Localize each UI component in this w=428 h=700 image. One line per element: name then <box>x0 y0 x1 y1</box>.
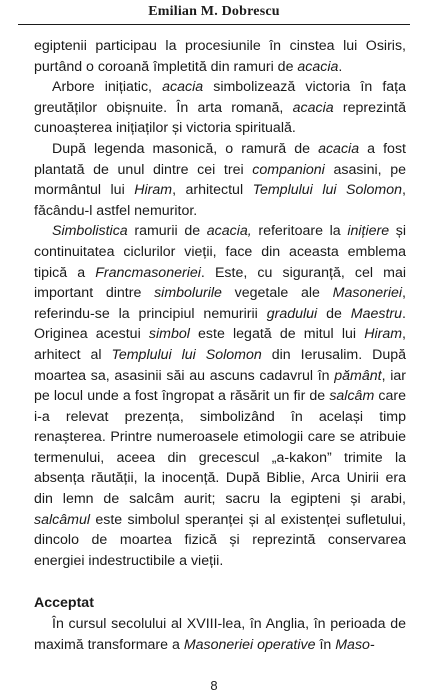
text-run: , arhitect al <box>34 326 406 363</box>
paragraph-4 <box>34 221 406 571</box>
text-run: vegetale ale <box>221 285 333 302</box>
italic-term: simbol <box>148 326 190 343</box>
italic-term: inițiere <box>347 223 390 240</box>
text-run: referitoare la <box>251 223 348 240</box>
text-run: în <box>315 636 336 653</box>
italic-term: gradului <box>266 305 318 322</box>
text-run: , iar pe locul unde a fost îngropat a răsărit un fir de <box>34 367 406 405</box>
italic-term: simbolurile <box>154 285 222 302</box>
paragraph-3 <box>34 139 406 221</box>
text-run: , făcându-l astfel nemuritor. <box>34 182 406 219</box>
text-run: egiptenii participau la procesiunile în cinstea lui Osiris, purtând o coroană împletită din ramuri de <box>34 38 406 75</box>
italic-term: acacia <box>297 58 339 75</box>
text-run: . <box>338 58 343 75</box>
italic-term: acacia <box>162 79 204 96</box>
italic-term: Hiram <box>364 326 403 343</box>
italic-term: salcâmul <box>34 511 90 528</box>
paragraph-2 <box>34 77 406 139</box>
italic-term: Masoneriei operative <box>183 636 316 653</box>
italic-term: companioni <box>252 161 325 178</box>
italic-term: Francmasoneriei <box>95 264 201 281</box>
italic-term: Hiram <box>134 182 173 199</box>
text-run: După legenda masonică, o ramură de <box>52 140 319 157</box>
italic-term: Maso- <box>335 636 375 653</box>
text-run: este legată de mitul lui <box>189 326 365 343</box>
italic-term: Templului lui Solomon <box>111 346 262 363</box>
page-number: 8 <box>210 678 218 693</box>
text-run: . Originea acestui <box>34 305 406 343</box>
italic-term: acacia <box>292 99 334 116</box>
italic-term: acacia <box>318 140 360 157</box>
italic-term: acacia, <box>206 223 252 240</box>
italic-term: Masoneriei <box>332 285 403 302</box>
text-run: asasini, pe mormântul lui <box>34 161 406 199</box>
text-run: din Ierusalim. După moartea sa, asasinii săi au ascuns cadavrul în <box>34 346 407 384</box>
text-run: , referindu-se la principiul nemuririi <box>34 285 406 322</box>
text-run: este simbolul speranței și al existenței sufletului, dincolo de moartea fizică și reprezintă conservarea energiei indestructibile a vieții. <box>34 511 406 569</box>
text-run: Arbore inițiatic, <box>52 79 163 96</box>
header-rule <box>18 24 410 25</box>
text-run: care i-a relevat prezența, simbolizând în același timp renașterea. Printre numeroasele etimologii care se atribuie termenului, aceea din grecescul „a-kakon” trimite la absența răutății, la inocență. După Biblie, Arca Unirii era din lemn de salcâm aurit; sacru la egipteni și arabi, <box>34 388 406 508</box>
text-run: ramurii de <box>127 223 207 240</box>
italic-term: Simbolistica <box>52 223 128 240</box>
italic-term: Maestru <box>350 305 403 322</box>
text-run: și continuitatea ciclurilor vieții, face din aceasta emblema tipică a <box>34 223 407 281</box>
italic-term: pământ <box>334 367 382 384</box>
text-run: reprezintă cunoașterea inițiaților și victoria spirituală. <box>34 99 407 137</box>
italic-term: Templului lui Solomon <box>252 182 403 199</box>
section-heading: Acceptat <box>34 595 94 612</box>
text-run: . Este, cu siguranță, cel mai important dintre <box>34 264 406 302</box>
paragraph-5 <box>34 614 406 655</box>
text-run: de <box>317 305 351 322</box>
running-header: Emilian M. Dobrescu <box>148 4 280 19</box>
text-run: În cursul secolului al XVIII-lea, în Anglia, în perioada de maximă transformare a <box>34 616 406 653</box>
italic-term: salcâm <box>329 388 375 405</box>
text-run: simbolizează victoria în fața greutăților obișnuite. În arta romană, <box>34 79 406 116</box>
page-body <box>34 36 406 655</box>
paragraph-1 <box>34 36 406 77</box>
text-run: a fost plantată de unul dintre cei trei <box>34 140 406 178</box>
text-run: , arhitectul <box>172 182 253 199</box>
